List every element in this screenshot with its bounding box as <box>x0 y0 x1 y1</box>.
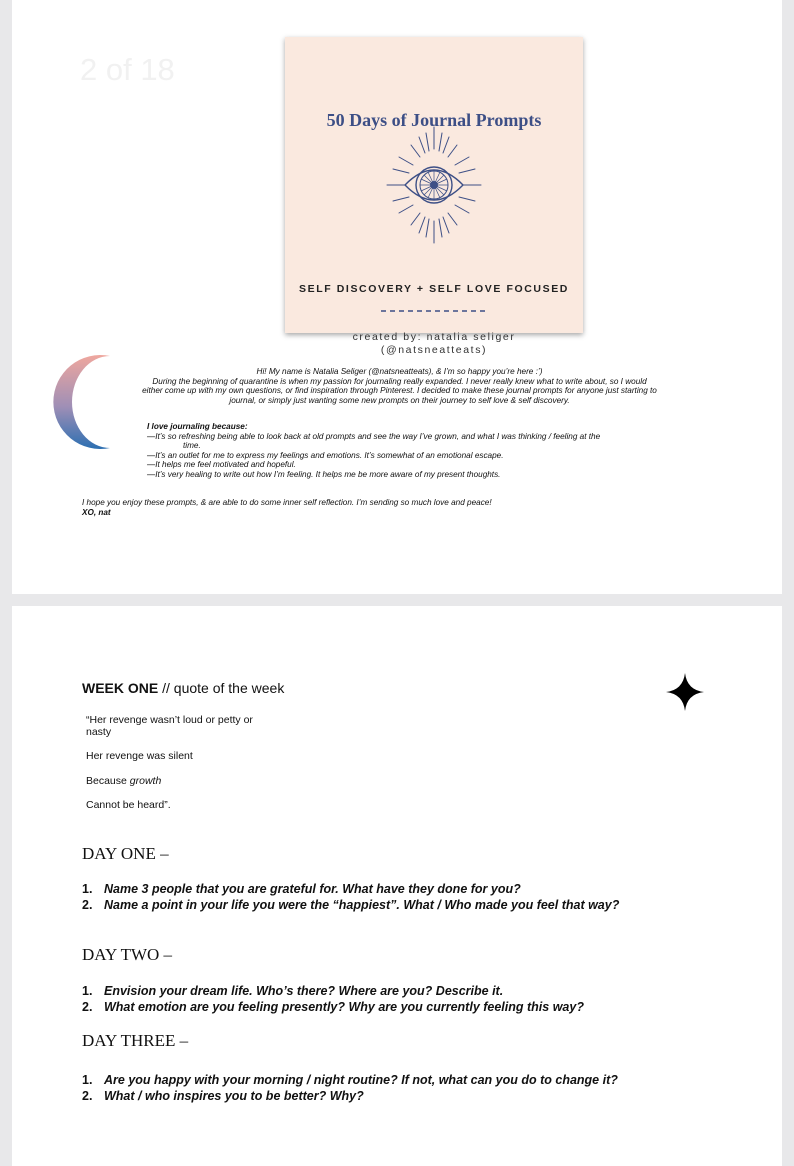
quote-text: Because <box>86 775 130 787</box>
signoff: XO, nat <box>82 507 111 517</box>
day-heading: DAY TWO – <box>82 945 173 964</box>
page-counter: 2 of 18 <box>80 52 175 87</box>
prompt-number: 1. <box>82 1073 93 1087</box>
cover-credit <box>285 331 583 357</box>
prompt-number: 1. <box>82 984 93 998</box>
prompt-item <box>82 1088 618 1104</box>
prompt-number: 2. <box>82 1000 93 1014</box>
page-two <box>12 606 782 1166</box>
four-point-star-icon <box>666 673 704 711</box>
prompt-number: 2. <box>82 898 93 912</box>
day-prompts <box>82 881 619 913</box>
quote-line: nasty <box>86 726 112 738</box>
quote-line: Cannot be heard”. <box>86 799 171 811</box>
dashed-divider <box>381 308 489 314</box>
prompt-text: Name 3 people that you are grateful for. What have they done for you? <box>104 882 521 896</box>
reason-item: time. <box>183 441 201 451</box>
closing-note <box>82 498 722 517</box>
day-prompts <box>82 983 584 1015</box>
quote-line: Her revenge was silent <box>86 750 193 762</box>
prompt-item <box>82 999 584 1015</box>
closing-text: I hope you enjoy these prompts, & are able to do some inner self reflection. I’m sending so much love and peace! <box>82 498 492 507</box>
week-title-rest: // quote of the week <box>158 680 285 696</box>
day-prompts <box>82 1072 618 1104</box>
prompt-text: Name a point in your life you were the “happiest”. What / Who made you feel that way? <box>104 898 620 912</box>
prompt-item <box>82 881 619 897</box>
prompt-item <box>82 897 619 913</box>
cover-title: 50 Days of Journal Prompts <box>326 110 542 130</box>
prompt-item <box>82 1072 618 1088</box>
cover-image <box>285 37 583 356</box>
eye-sunburst-icon <box>371 125 497 245</box>
quote-line: “Her revenge wasn’t loud or petty or <box>86 714 253 726</box>
page-one <box>12 0 782 594</box>
prompt-text: What emotion are you feeling presently? Why are you currently feeling this way? <box>104 1000 584 1014</box>
prompt-text: What / who inspires you to be better? Why? <box>104 1089 364 1103</box>
prompt-number: 2. <box>82 1089 93 1103</box>
week-title <box>82 680 284 696</box>
cover-subtitle: SELF DISCOVERY + SELF LOVE FOCUSED <box>299 283 569 295</box>
prompt-number: 1. <box>82 882 93 896</box>
quote-line <box>86 775 161 787</box>
intro-line: either come up with my own questions, or find inspiration through Pinterest. I decided to make these journal prompts for anyone just starting to <box>142 386 657 396</box>
cover-credit-name: created by: natalia seliger <box>352 331 516 343</box>
intro-line: Hi! My name is Natalia Seliger (@natsneatteats), & I’m so happy you’re here :’) <box>256 367 543 376</box>
intro-line: During the beginning of quarantine is when my passion for journaling really expanded. I never really knew what to write about, so I would <box>152 376 647 386</box>
quote-emphasis: growth <box>129 775 162 787</box>
intro-paragraph <box>87 367 712 405</box>
reason-item: —It’s very healing to write out how I’m feeling. It helps me be more aware of my present thoughts. <box>147 469 501 479</box>
week-title-bold: WEEK ONE <box>82 680 159 696</box>
reason-item: —It’s an outlet for me to express my feelings and emotions. It’s somewhat of an emotional escape. <box>147 450 504 460</box>
reason-item: —It helps me feel motivated and hopeful. <box>147 460 296 470</box>
prompt-text: Are you happy with your morning / night routine? If not, what can you do to change it? <box>104 1073 618 1087</box>
prompt-item <box>82 983 584 999</box>
reason-item: —It’s so refreshing being able to look back at old prompts and see the way I’ve grown, and what I was thinking / feeling at the <box>147 431 601 441</box>
intro-line: journal, or simply just wanting some new prompts on their journey to self love & self discovery. <box>229 395 570 405</box>
day-heading: DAY ONE – <box>82 844 169 863</box>
prompt-text: Envision your dream life. Who’s there? Where are you? Describe it. <box>104 984 504 998</box>
journaling-reasons <box>147 422 707 480</box>
cover-credit-handle: (@natsneatteats) <box>380 344 488 356</box>
day-heading: DAY THREE – <box>82 1031 189 1050</box>
reasons-heading: I love journaling because: <box>147 422 248 431</box>
